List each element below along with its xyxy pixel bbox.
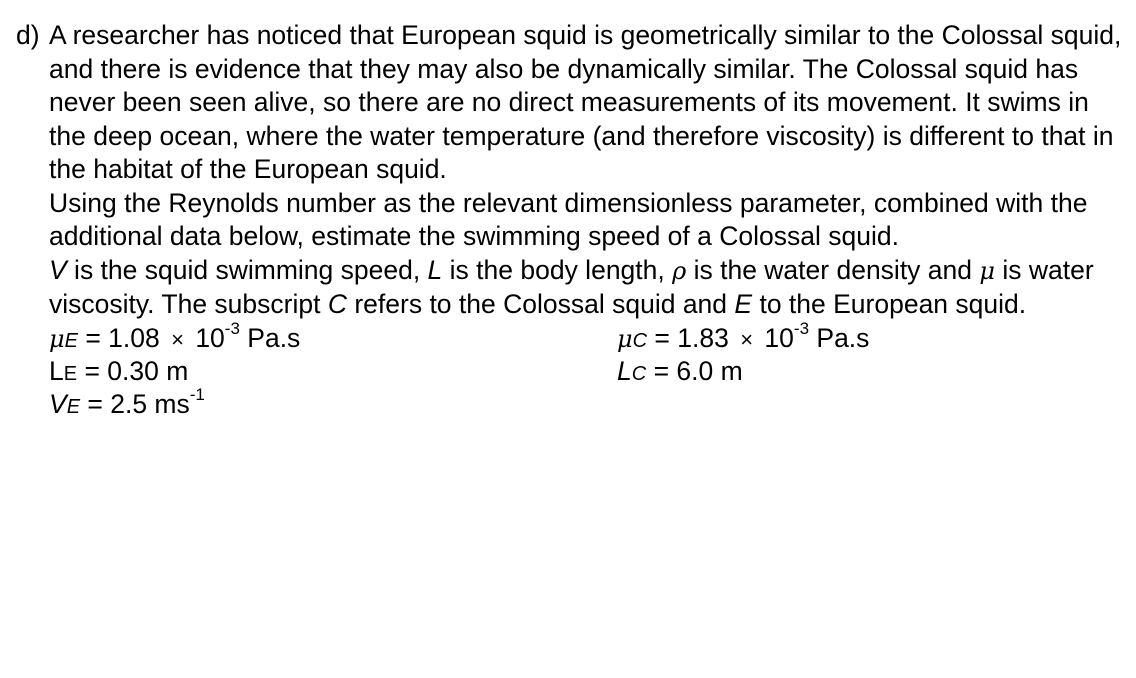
symbol-e: E [734,289,753,319]
data-row-mu-e: $\mu E = 1.08 \times 10^{-3}$ Pa.s [49,318,301,353]
task-paragraph: Using the Reynolds number as the relevant dimensionless parameter, combined with the additional data below, estimate the swimming speed of a Colossal squid. [49,187,1088,251]
data-row-l-c: LC = 6.0 m [617,355,743,386]
european-data [49,318,301,421]
context-paragraph: A researcher has noticed that European squid is geometrically similar to the Colossal squid, and there is evidence that they may also be dynamically similar. The Colossal squid has never been seen alive, so there are no direct measurements of its movement. It swims in the deep ocean, where the water temperature (and therefore viscosity) is different to that in the habitat of the European squid. [49,20,1122,184]
question [16,19,1126,432]
data-row-v-e: VE = 2.5 $ms^{-1}$ [49,384,205,419]
question-label: d) [16,20,40,50]
question-body [49,19,1126,432]
symbol-v: V [49,254,67,285]
data-row-mu-c: $\mu C = 1.83 \times 10^{-3}$ Pa.s [617,318,870,353]
definitions-paragraph: V is the squid swimming speed, L is the body length, ρ is the water density and μ is water viscosity. The subscript C refers to the Colossal squid and E to the European squid. [49,254,1094,319]
colossal-data [617,318,870,388]
symbol-rho: ρ [672,256,687,285]
symbol-c: C [327,289,347,319]
data-table [49,318,1126,432]
symbol-l: L [427,254,443,285]
data-row-l-e: LE = 0.30 m [49,355,189,386]
symbol-mu: μ [979,256,995,285]
